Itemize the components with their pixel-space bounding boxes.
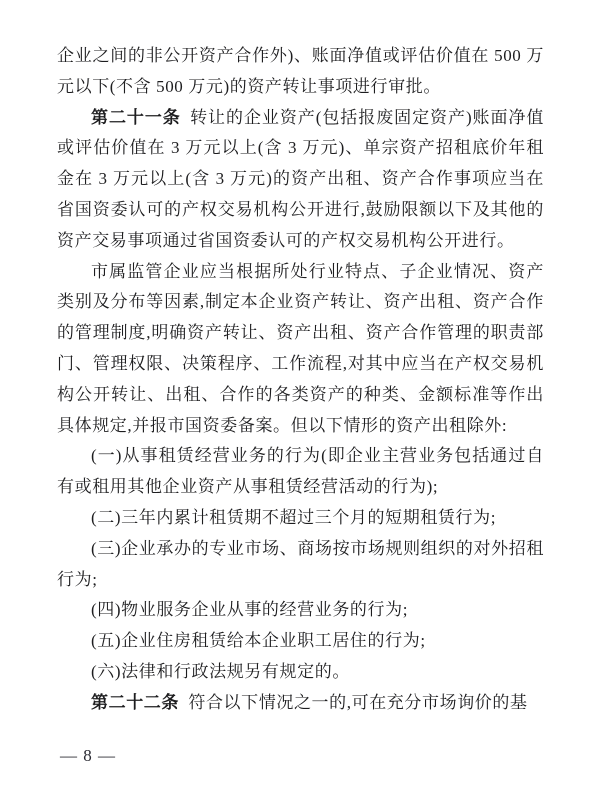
paragraph-text: 符合以下情况之一的,可在充分市场询价的基 (188, 692, 528, 712)
paragraph-text: 企业之间的非公开资产合作外)、账面净值或评估价值在 500 万元以下(不含 500 万元)的资产转让事项进行审批。 (57, 46, 544, 96)
paragraph-continuation (57, 41, 544, 103)
list-item-4 (57, 595, 544, 626)
list-item-6 (57, 657, 544, 688)
paragraph-text: (六)法律和行政法规另有规定的。 (91, 661, 350, 681)
paragraph-text: 市属监管企业应当根据所处行业特点、子企业情况、资产类别及分布等因素,制定本企业资产转让、资产出租、资产合作的管理制度,明确资产转让、资产出租、资产合作管理的职责部门、管理权限、决策程序、工作流程,对其中应当在产权交易机构公开转让、出租、合作的各类资产的种类、金额标准等作出具体规定,并报市国资委备案。但以下情形的资产出租除外: (57, 261, 544, 435)
paragraph-text: (三)企业承办的专业市场、商场按市场规则组织的对外招租行为; (57, 538, 544, 589)
paragraph-text: 转让的企业资产(包括报废固定资产)账面净值或评估价值在 3 万元以上(含 3 万元)、单宗资产招租底价年租金在 3 万元以上(含 3 万元)的资产出租、资产合作事项应当在省国资委认可的产权交易机构公开进行,鼓励限额以下及其他的资产交易事项通过省国资委认可的产权交易机构公开进行。 (57, 107, 545, 250)
article-number: 第二十一条 (91, 107, 181, 127)
paragraph-article-22 (57, 688, 544, 719)
paragraph-text: (五)企业住房租赁给本企业职工居住的行为; (91, 631, 426, 651)
page-number: — 8 — (60, 746, 116, 765)
paragraph-text: (二)三年内累计租赁期不超过三个月的短期租赁行为; (91, 507, 497, 527)
list-item-2 (57, 503, 544, 534)
document-body (57, 41, 544, 719)
paragraph-text: (四)物业服务企业从事的经营业务的行为; (91, 600, 409, 620)
article-number: 第二十二条 (91, 692, 179, 712)
list-item-5 (57, 626, 544, 657)
list-item-3 (57, 534, 544, 596)
list-item-1 (57, 441, 544, 503)
paragraph-article-21 (57, 103, 544, 257)
paragraph (57, 257, 544, 442)
paragraph-text: (一)从事租赁经营业务的行为(即企业主营业务包括通过自有或租用其他企业资产从事租赁经营活动的行为); (57, 446, 544, 497)
